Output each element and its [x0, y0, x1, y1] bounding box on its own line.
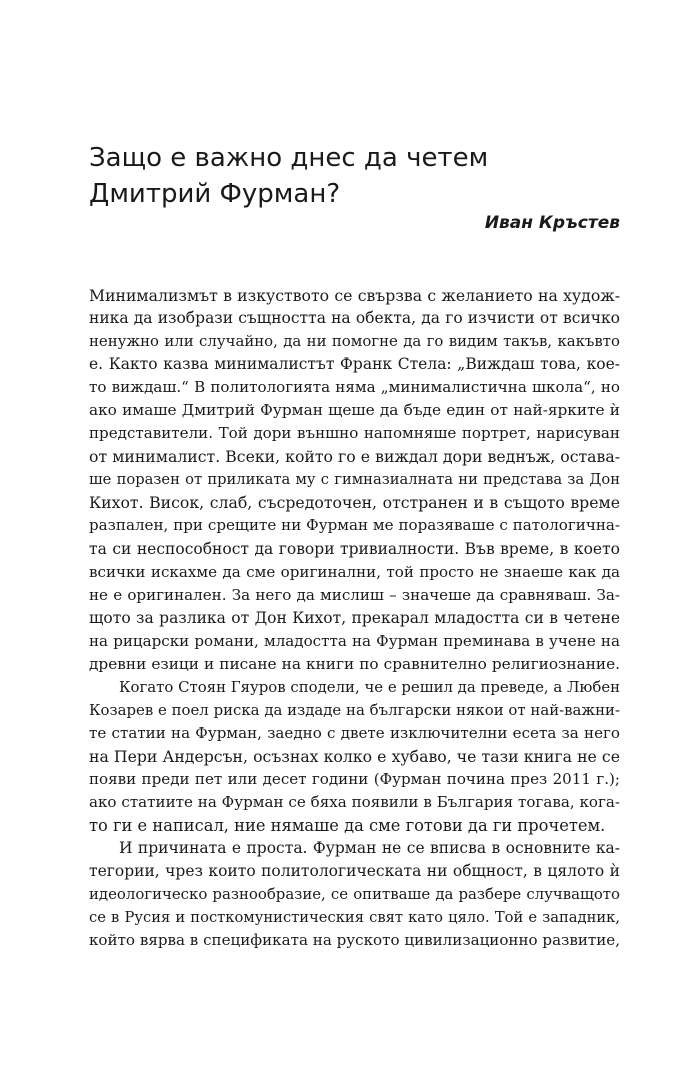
text-line: Кихот. Висок, слаб, съсредоточен, отстранен и в същото време — [89, 493, 620, 513]
chapter-title-line-2: Дмитрий Фурман? — [89, 179, 341, 209]
text-line: щото за разлика от Дон Кихот, прекарал младостта си в четене — [89, 608, 620, 627]
text-line: ше поразен от приликата му с гимназиалната ни представа за Дон — [89, 471, 620, 489]
text-line: древни езици и писане на книги по сравнително религиознание. — [89, 654, 620, 673]
text-line: тегории, чрез които политологическата ни общност, в цялото ѝ — [89, 862, 620, 881]
text-line: Козарев е поел риска да издаде на български някои от най-важни- — [89, 700, 620, 719]
text-line: се в Русия и посткомунистическия свят като цяло. Той е западник, — [89, 909, 620, 927]
text-line: та си неспособност да говори тривиалности. Във време, в което — [89, 539, 620, 558]
text-line: ако статиите на Фурман се бяха появили в България тогава, кога- — [89, 793, 620, 812]
text-line: който вярва в спецификата на руското цивилизационно развитие, — [89, 931, 621, 950]
text-line: всички искахме да сме оригинални, той просто не знаеше как да — [89, 562, 620, 581]
body-text — [89, 284, 620, 952]
text-line: то виждаш.“ В политологията няма „минималистична школа“, но — [89, 378, 620, 397]
text-line: идеологическо разнообразие, се опитваше да разбере случващото — [89, 885, 620, 904]
text-line: ника да изобрази същността на обекта, да го изчисти от всичко — [89, 309, 620, 328]
text-line: Минимализмът в изкуството се свързва с желанието на худож- — [89, 286, 620, 305]
text-line: не е оригинален. За него да мислиш – значеше да сравняваш. За- — [89, 585, 620, 604]
text-line: появи преди пет или десет години (Фурман почина през 2011 г.); — [89, 769, 620, 788]
paragraph-1 — [89, 284, 620, 676]
text-line: ненужно или случайно, да ни помогне да го видим такъв, какъвто — [89, 332, 620, 351]
text-line: ако имаше Дмитрий Фурман щеше да бъде един от най-ярките ѝ — [89, 401, 620, 420]
text-line: от минималист. Всеки, който го е виждал дори веднъж, остава- — [89, 447, 620, 467]
text-line: те статии на Фурман, заедно с двете изключителни есета за него — [89, 723, 620, 742]
text-line: Когато Стоян Гяуров сподели, че е решил да преведе, а Любен — [119, 677, 621, 696]
text-line: разпален, при срещите ни Фурман ме поразяваше с патологична- — [89, 516, 620, 535]
chapter-title — [89, 140, 620, 212]
chapter-title-line-1: Защо е важно днес да четем — [89, 143, 489, 173]
book-page — [89, 0, 620, 1075]
text-line: на рицарски романи, младостта на Фурман преминава в учене на — [89, 631, 620, 650]
text-line: то ги е написал, ние нямаше да сме готови да ги прочетем. — [89, 816, 606, 836]
paragraph-3 — [89, 837, 620, 952]
text-line: представители. Той дори външно напомняше портрет, нарисуван — [89, 424, 620, 443]
paragraph-2 — [89, 676, 620, 837]
author-name: Иван Кръстев — [484, 213, 620, 233]
text-line: на Пери Андерсън, осъзнах колко е хубаво, че тази книга не се — [89, 746, 620, 766]
text-line: И причината е проста. Фурман не се вписва в основните ка- — [119, 839, 620, 858]
text-line: е. Както казва минималистът Франк Стела: „Виждаш това, кое- — [89, 355, 620, 374]
